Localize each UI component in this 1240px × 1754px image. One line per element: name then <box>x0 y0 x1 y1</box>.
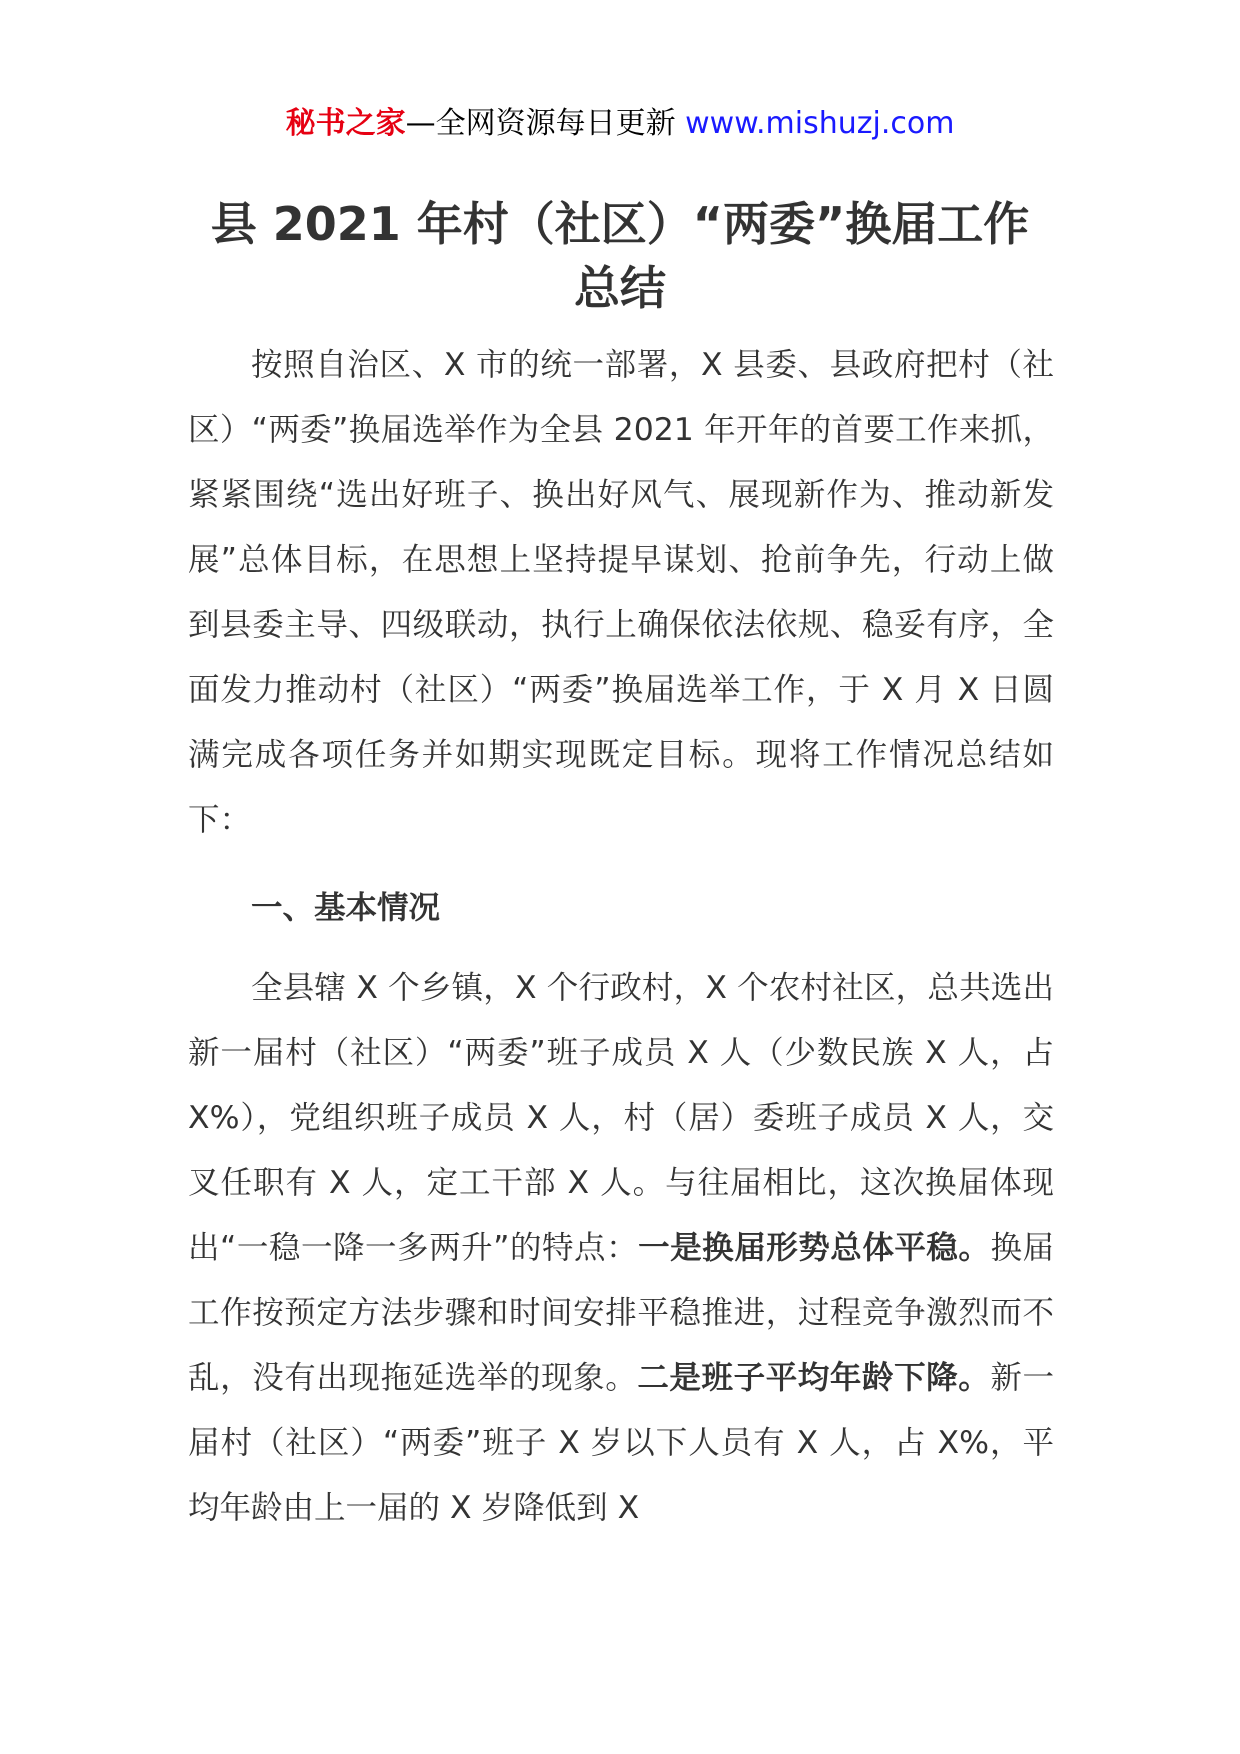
document-title <box>180 192 1060 320</box>
paragraph-text: 新一届村（社区）“两委”班子 X 岁以下人员有 X 人，占 X%，平均年龄由上一届的 X 岁降低到 X <box>188 1360 1054 1526</box>
bold-point-2: 二是班子平均年龄下降。 <box>637 1360 991 1396</box>
section-heading-basic-situation: 一、基本情况 <box>251 890 441 926</box>
intro-paragraph: 按照自治区、X 市的统一部署，X 县委、县政府把村（社区）“两委”换届选举作为全县 2021 年开年的首要工作来抓，紧紧围绕“选出好班子、换出好风气、展现新作为、推动新发展”总体目标，在思想上坚持提早谋划、抢前争先，行动上做到县委主导、四级联动，执行上确保依法依规、稳妥有序，全面发力推动村（社区）“两委”换届选举工作，于 X 月 X 日圆满完成各项任务并如期实现既定目标。现将工作情况总结如下： <box>188 347 1054 838</box>
bold-point-1: 一是换届形势总体平稳。 <box>638 1230 991 1266</box>
paragraph-text: 换届工作按预定方法步骤和时间安排平稳推进，过程竞争激烈而不乱，没有出现拖延选举的现象。 <box>188 1230 1054 1396</box>
header-url-link[interactable]: www.mishuzj.com <box>685 106 955 141</box>
site-header <box>0 104 1240 144</box>
basic-situation-paragraph <box>188 956 1054 1541</box>
header-slogan: —全网资源每日更新 <box>405 106 686 141</box>
title-line-2: 总结 <box>574 261 666 315</box>
paragraph-text: 全县辖 X 个乡镇，X 个行政村，X 个农村社区，总共选出新一届村（社区）“两委”班子成员 X 人（少数民族 X 人，占 X%），党组织班子成员 X 人，村（居）委班子成员 X 人，交叉任职有 X 人，定工干部 X 人。与往届相比，这次换届体现出“一稳一降一多两升”的特点： <box>188 970 1054 1266</box>
brand-name: 秘书之家 <box>285 106 406 141</box>
title-line-1: 县 2021 年村（社区）“两委”换届工作 <box>210 197 1030 251</box>
